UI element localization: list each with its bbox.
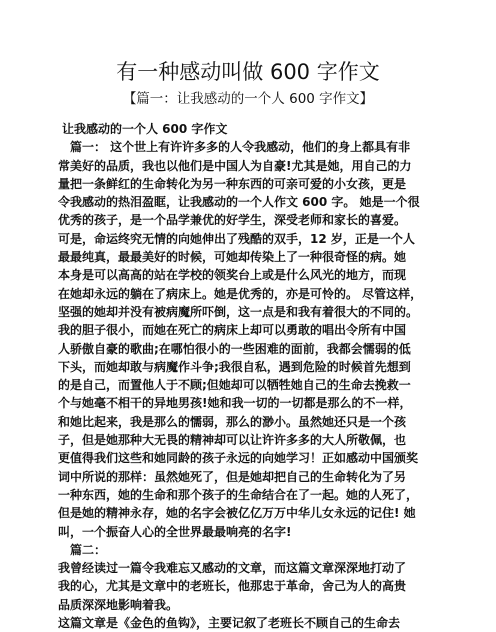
document-subtitle: 【篇一：让我感动的一个人 600 字作文】 [122, 91, 374, 107]
text-line: 词中所说的那样：虽然她死了，但是她却把自己的生命转化为了另 [58, 469, 407, 484]
text-line: 个与她毫不相干的异地男孩!她和我一切的一切都是那么的不一样， [58, 396, 412, 411]
text-line: 和她比起来，我是那么的懦弱，那么的渺小。虽然她还只是一个孩 [58, 414, 407, 429]
text-line: 最最纯真，最最美好的时候，可她却传染上了一种很奇怪的病。她 [58, 250, 407, 265]
text-line: 人骄傲自豪的歌曲;在哪怕很小的一些困难的面前，我都会懦弱的低 [58, 341, 411, 356]
text-line: 我曾经读过一篇令我难忘又感动的文章，而这篇文章深深地打动了 [58, 561, 407, 576]
text-line: 常美好的品质，我也以他们是中国人为自豪!尤其是她，用自己的力 [58, 158, 412, 173]
text-line: 优秀的孩子，是一个品学兼优的好学生，深受老师和家长的喜爱。 [58, 213, 407, 228]
text-line: 篇二： [70, 542, 107, 557]
text-line: 在她却永远的躺在了病床上。她是优秀的，亦是可怜的。 尽管这样， [58, 286, 423, 301]
text-line: 我的胆子很小，而她在死亡的病床上却可以勇敢的唱出令所有中国 [58, 323, 407, 338]
text-line: 本身是可以高高的站在学校的领奖台上或是什么风光的地方，而现 [58, 268, 407, 283]
text-line: 篇一： 这个世上有许许多多的人令我感动，他们的身上都具有非 [70, 140, 411, 155]
text-line: 令我感动的热泪盈眶，让我感动的一个人作文 600 字。 她是一个很 [58, 195, 420, 210]
text-line: 叫，一个振奋人心的全世界最最响亮的名字! [58, 524, 292, 539]
text-line: 我的心，尤其是文章中的老班长，他那忠于革命，舍己为人的高贵 [58, 579, 407, 594]
text-line: 量把一条鲜红的生命转化为另一种东西的可亲可爱的小女孩，更是 [58, 176, 407, 191]
text-line: 子，但是她那种大无畏的精神却可以让许许多多的大人所敬佩，也 [58, 433, 407, 448]
text-line: 的是自己，而置他人于不顾;但她却可以牺牲她自己的生命去挽救一 [58, 378, 411, 393]
text-line: 可是，命运终究无情的向她伸出了残酷的双手，12 岁，正是一个人 [58, 231, 415, 246]
text-line: 这篇文章是《金色的鱼钩》，主要记叙了老班长不顾自己的生命去 [58, 616, 401, 631]
text-line: 下头，而她却敢与病魔作斗争;我很自私，遇到危险的时候首先想到 [58, 359, 411, 374]
text-line: 但是她的精神永存，她的名字会被亿亿万万中华儿女永远的记住! 她 [58, 506, 416, 521]
text-line: 让我感动的一个人 600 字作文 [62, 122, 228, 136]
document-title: 有一种感动叫做 600 字作文 [116, 60, 380, 84]
text-line: 一种东西，她的生命和那个孩子的生命结合在了一起。她的人死了， [58, 487, 419, 502]
text-line: 坚强的她却并没有被病魔所吓倒，这一点是和我有着很大的不同的。 [58, 304, 419, 319]
article-body [58, 120, 440, 632]
text-line: 更值得我们这些和她同龄的孩子永远的向她学习！正如感动中国颁奖 [58, 451, 419, 466]
text-line: 品质深深地影响着我。 [58, 597, 179, 612]
